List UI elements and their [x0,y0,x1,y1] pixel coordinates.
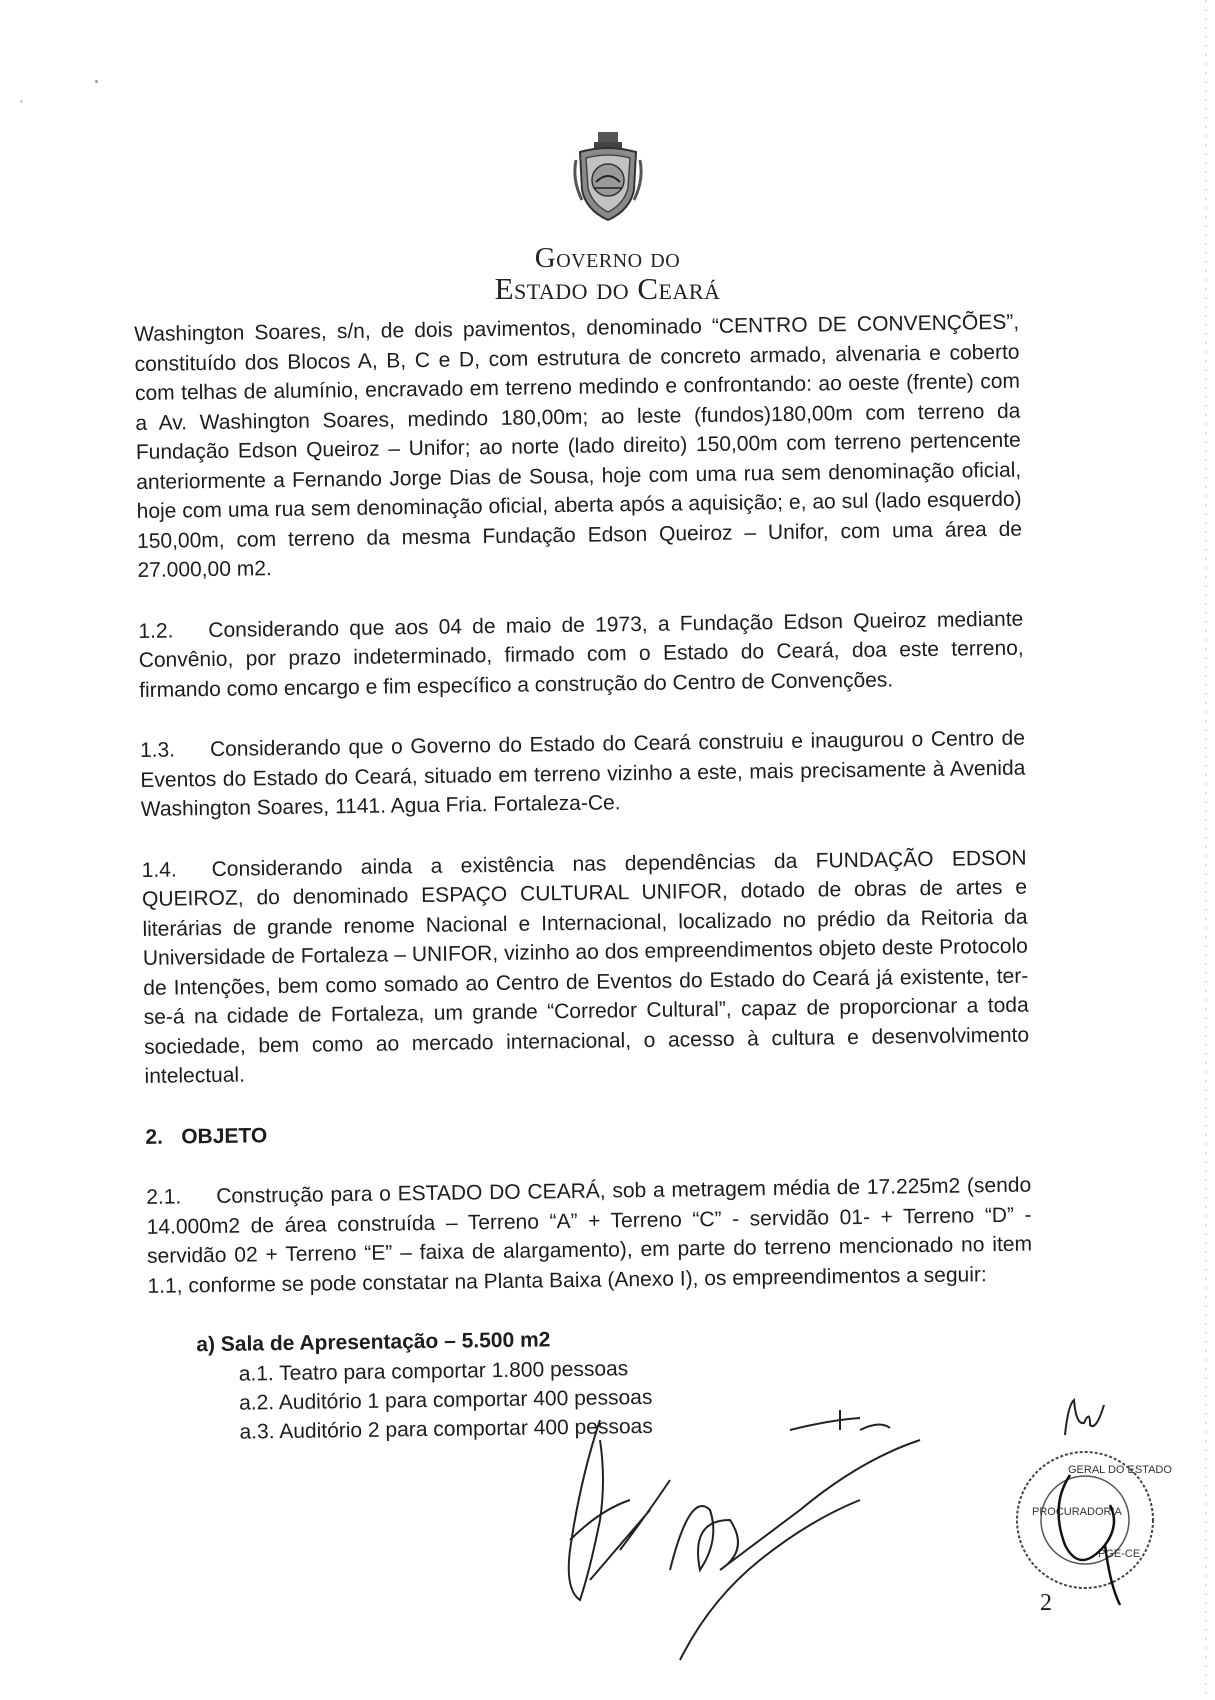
clause-number: 1.4. [141,857,177,882]
list-item: a.1. Teatro para comportar 1.800 pessoas [238,1356,629,1386]
clause-number: 1.2. [138,618,174,643]
clause-text: Construção para o ESTADO DO CEARÁ, sob a metragem média de 17.225m2 (sendo 14.000m2 de área construída – Terreno “A” + Terreno “C” - servidão 01- + Terreno “D” - servidão 02 + Terreno “E” – faixa de alargamento), em parte do terreno mencionado no item 1.1, conforme se pode constatar na Planta Baixa (Anexo I), os empreendimentos a seguir: [146,1173,1033,1298]
clause-text: Considerando ainda a existência nas dependências da FUNDAÇÃO EDSON QUEIROZ, do denominado ESPAÇO CULTURAL UNIFOR, dotado de obras de artes e literárias de grande renome Nacional e Internacional, localizado no prédio da Reitoria da Universidade de Fortaleza – UNIFOR, vizinho ao dos empreendimentos objeto deste Protocolo de Intenções, bem como somado ao Centro de Eventos do Estado do Ceará já existente, ter-se-á na cidade de Fortaleza, um grande “Corredor Cultural”, capaz de proporcionar a toda sociedade, bem como ao mercado internacional, o acesso à cultura e desenvolvimento intelectual. [141,846,1030,1088]
clause-number: 2.1. [146,1185,182,1209]
clause-text: Considerando que o Governo do Estado do Ceará construiu e inaugurou o Centro de Eventos do Estado do Ceará, situado em terreno vizinho a este, mais precisamente à Avenida Washington Soares, 1141. Agua Fria. Fortaleza-Ce. [140,726,1026,821]
clause-1-3 [140,724,1026,825]
clause-1-4 [141,843,1029,1091]
letterhead-line-1-text: Governo do [534,242,681,274]
letterhead-line-2-text: Estado do Ceará [494,271,721,307]
letterhead-line-2 [0,273,1215,306]
section-title-text: OBJETO [181,1123,268,1148]
document-body [134,308,1035,1448]
letterhead [0,130,1215,306]
list-item: a.3. Auditório 2 para comportar 400 pessoas [239,1414,653,1444]
letterhead-line-1 [0,243,1215,273]
svg-text:PROCURADORIA: PROCURADORIA [1032,1506,1122,1518]
page-number: 2 [1040,1590,1052,1616]
section-number: 2. [145,1125,164,1149]
scan-speck [20,100,23,103]
subheading-sala: a) Sala de Apresentação – 5.500 m2 [196,1328,551,1357]
initials-mark [1060,1395,1110,1440]
svg-text:GERAL DO ESTADO: GERAL DO ESTADO [1068,1464,1172,1476]
scan-speck [95,80,98,83]
paragraph-continuation: Washington Soares, s/n, de dois pavimentos, denominado “CENTRO DE CONVENÇÕES”, constituído dos Blocos A, B, C e D, com estrutura de concreto armado, alvenaria e coberto com telhas de alumínio, encravado em terreno medindo e confrontando: ao oeste (frente) com a Av. Washington Soares, medindo 180,00m; ao leste (fundos)180,00m com terreno da Fundação Edson Queiroz – Unifor; ao norte (lado direito) 150,00m com terreno pertencente anteriormente a Fernando Jorge Dias de Sousa, hoje com uma rua sem denominação oficial, hoje com uma rua sem denominação oficial, aberta após a aquisição; e, ao sul (lado esquerdo) 150,00m, com terreno da mesma Fundação Edson Queiroz – Unifor, com uma área de 27.000,00 m2. [134,310,1023,582]
clause-number: 1.3. [139,738,176,762]
clause-2-1 [146,1171,1033,1301]
clause-text: Considerando que aos 04 de maio de 1973, a Fundação Edson Queiroz mediante Convênio, por prazo indeterminado, firmado com o Estado do Ceará, doa este terreno, firmando como encargo e fim específico a construção do Centro de Convenções. [138,607,1024,702]
coat-of-arms-icon [568,130,648,225]
clause-1-2 [138,604,1024,705]
section-heading [145,1110,1030,1152]
list-item: a.2. Auditório 1 para comportar 400 pessoas [238,1385,653,1415]
signature-1 [560,1400,960,1660]
svg-text:PGE-CE: PGE-CE [1098,1548,1141,1560]
official-stamp [1010,1445,1172,1595]
